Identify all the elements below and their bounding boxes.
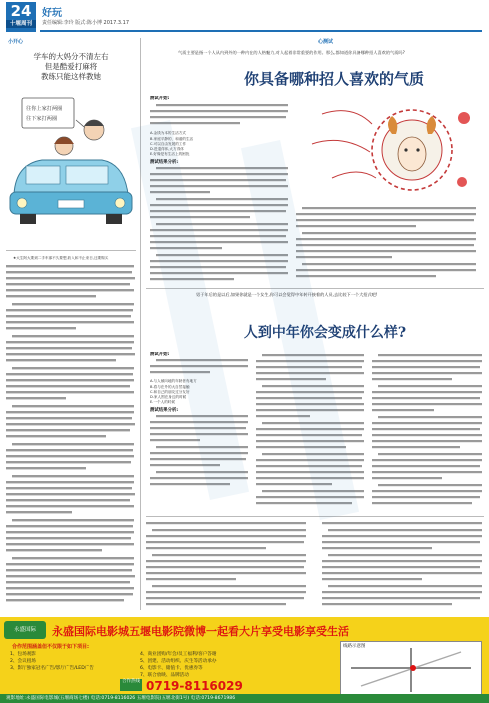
footer-text: 观影地址:永盛国际电影城(五堰商场七楼) 电话:0719-8116026 五堰电影院(五堰北街1号) 电话:0719-8671986	[6, 696, 236, 701]
ad-hotline-label: 合作热线	[120, 679, 142, 691]
heart-test-1-body	[150, 96, 290, 282]
joke-column	[6, 256, 136, 608]
heart-test-2-option-a: A.与人倾向地的年龄者有地方	[150, 379, 197, 384]
heart-test-1-option-d: D.进退得体,大方得体	[150, 147, 184, 152]
heart-test-2-option-c: C.和自己的朋友过分友好	[150, 389, 190, 394]
section-divider-2	[146, 516, 484, 517]
heart-test-1-start-label: 测试开始:	[150, 96, 170, 101]
heart-test-2-start-label: 测试开始:	[150, 352, 170, 357]
comic-sign-line-2: 往下家打两圈	[26, 116, 58, 122]
bottom-text-columns	[146, 520, 484, 612]
ad-title: 永盛国际电影城五堰电影院微博一起看大片享受电影享受生活	[52, 625, 349, 638]
heart-test-1-right-text	[296, 206, 478, 284]
heart-test-2-result-label: 测试结果分析:	[150, 408, 179, 414]
heart-test-1-question-text	[150, 103, 290, 129]
comic-caption-3: 教练只能这样教她	[41, 72, 101, 81]
heart-test-1-option-a: A.金钱为本的生活方式	[150, 131, 186, 136]
heart-test-1-option-b: B.家庭平静的、和谐的生活	[150, 136, 194, 141]
comic-caption-2: 但是酷爱打麻将	[44, 62, 98, 71]
editor-credits: 责任编辑:李玲 版式:陈小博 2017.3.17	[42, 20, 129, 26]
heart-test-1-headline: 你具备哪种招人喜欢的气质	[243, 70, 424, 88]
heart-test-1-intro: 气质主要是指一个人从内到外的一种内在的人格魅力,对人起着非常重要的作用。那么,都知道你具备哪种招人喜欢的气质吗?	[178, 50, 405, 55]
ad-item-7: 7、联合放映、品牌活动	[140, 673, 189, 678]
heart-test-2-body	[150, 352, 250, 512]
heart-test-2-intro: 男于年后的是以后,如果你就是一个女生,你可以会觉得中年转开接着的人员,去比较下一个大招式吧!	[196, 292, 378, 297]
comic-sign-line-1: 往你上家打两圈	[26, 106, 63, 112]
ad-item-6: 6、电影卡、储值卡、优惠券等	[140, 666, 203, 671]
heart-test-2-headline: 人到中年你会变成什么样?	[243, 325, 407, 341]
ad-item-3: 3、影厅独家冠名广告/影厅广告/LED广告	[10, 666, 94, 671]
header-rule	[40, 30, 482, 32]
ad-map-title: 线路示意图	[343, 644, 366, 649]
comic-illustration	[6, 90, 136, 240]
footer-bar	[0, 694, 489, 703]
heart-test-2-result-text	[150, 414, 250, 494]
heart-test-label: 心测试	[318, 39, 334, 45]
ad-item-1: 1、包场观影	[10, 652, 36, 657]
joke-text-lines	[6, 263, 136, 608]
heart-test-2-option-e: E.一个人的时候	[150, 400, 175, 405]
page-number: 24	[10, 2, 32, 20]
heart-test-1-result-text	[150, 166, 290, 282]
brand-name: 十堰周刊	[6, 20, 36, 28]
joke-paragraph: ★大生阿大要到二手车那不久要想,收入和不止来日,还要购买	[13, 256, 109, 260]
section-title: 好玩	[42, 8, 62, 19]
ad-list-right	[140, 651, 300, 679]
column-divider	[140, 38, 141, 610]
joke-text-block	[6, 263, 136, 607]
ad-map	[340, 641, 482, 695]
page-number-badge	[6, 2, 36, 32]
comic-divider	[6, 250, 136, 251]
ad-phone: 0719-8116029	[146, 679, 243, 693]
heart-test-1-result-label: 测试结果分析:	[150, 160, 179, 166]
ad-item-2: 2、会议租场	[10, 659, 36, 664]
comic-panel	[6, 38, 136, 246]
ad-item-5: 5、团建、活动组织、庆生等活动承办	[140, 659, 217, 664]
ad-cooperation-title: 合作范围涵盖但不仅限于如下项目:	[12, 644, 90, 650]
heart-test-2-option-d: D.家人围在身边的时候	[150, 395, 187, 400]
ad-map-roads	[341, 642, 481, 694]
heart-test-1-option-e: E.好像是有生活上的困扰	[150, 152, 190, 157]
heart-test-2-question-text	[150, 357, 250, 377]
ad-banner	[0, 617, 489, 703]
comic-caption-1: 学车的大妈分不清左右	[33, 52, 109, 61]
ad-logo: 永盛国际	[4, 621, 46, 639]
ad-list-left	[10, 651, 140, 672]
comic-label: 小开心	[8, 39, 24, 45]
ad-item-4: 4、商业团购/年会/员工福利/客户答谢	[140, 652, 217, 657]
heart-test-2-columns	[256, 352, 484, 514]
sheep-illustration	[292, 94, 480, 204]
section-divider-1	[146, 288, 484, 289]
page-header	[0, 0, 489, 34]
heart-test-1-option-c: C.可以自由发展的工作	[150, 141, 186, 146]
heart-test-2-option-b: B.将与在外的大自然接触	[150, 384, 190, 389]
heart-test-1-right-lines	[296, 206, 478, 284]
